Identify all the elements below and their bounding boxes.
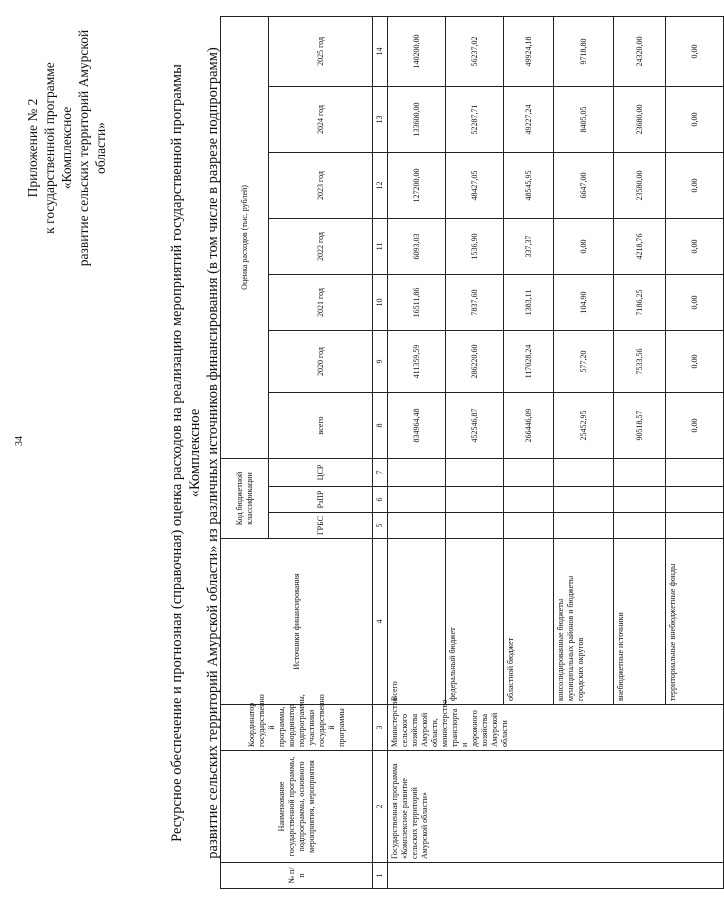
source-cell: Всего	[388, 539, 446, 705]
column-number: 1	[373, 863, 388, 889]
column-number: 14	[373, 16, 388, 86]
document-title-line-1: Ресурсное обеспечение и прогнозная (справочная) оценка расходов на реализацию мероприятий государственной программы «Комплексное	[169, 64, 203, 842]
column-number: 5	[373, 513, 388, 539]
column-number: 8	[373, 392, 388, 458]
year-2023-cell: 48427,05	[446, 152, 504, 218]
header-no: № п/п	[221, 863, 373, 889]
column-number: 13	[373, 86, 388, 152]
csr-cell	[504, 458, 554, 486]
year-2020-cell: 0,00	[666, 330, 724, 392]
header-estimate: Оценка расходов (тыс. рублей)	[221, 16, 269, 458]
rzpr-cell	[614, 487, 666, 513]
header-grbs: ГРБС	[269, 513, 373, 539]
year-2024-cell: 133600,00	[388, 86, 446, 152]
grbs-cell	[504, 513, 554, 539]
header-csr: ЦСР	[269, 458, 373, 486]
landscape-sheet	[20, 13, 699, 893]
header-year-2025: 2025 год	[269, 16, 373, 86]
year-2020-cell: 117028,24	[504, 330, 554, 392]
year-2024-cell: 8405,05	[554, 86, 614, 152]
year-2020-cell: 7533,56	[614, 330, 666, 392]
year-2025-cell: 140200,00	[388, 16, 446, 86]
grbs-cell	[554, 513, 614, 539]
year-2021-cell: 7186,25	[614, 274, 666, 330]
year-2025-cell: 24320,00	[614, 16, 666, 86]
year-2023-cell: 127200,00	[388, 152, 446, 218]
header-total: всего	[269, 392, 373, 458]
header-budget-code: Код бюджетной классификации	[221, 458, 269, 538]
budget-table	[220, 16, 724, 889]
column-number: 7	[373, 458, 388, 486]
csr-cell	[666, 458, 724, 486]
grbs-cell	[388, 513, 446, 539]
column-number: 4	[373, 539, 388, 705]
year-2022-cell: 6093,03	[388, 218, 446, 274]
header-year-2022: 2022 год	[269, 218, 373, 274]
year-2024-cell: 0,00	[666, 86, 724, 152]
year-2022-cell: 0,00	[666, 218, 724, 274]
year-2022-cell: 4218,76	[614, 218, 666, 274]
header-year-2024: 2024 год	[269, 86, 373, 152]
source-cell: внебюджетные источники	[614, 539, 666, 705]
year-2022-cell: 1536,90	[446, 218, 504, 274]
year-2020-cell: 286220,60	[446, 330, 504, 392]
header-year-2020: 2020 год	[269, 330, 373, 392]
appendix-note	[24, 23, 109, 273]
csr-cell	[554, 458, 614, 486]
column-number: 2	[373, 751, 388, 863]
total-cell: 90518,57	[614, 392, 666, 458]
year-2024-cell: 49227,24	[504, 86, 554, 152]
rzpr-cell	[666, 487, 724, 513]
total-cell: 0,00	[666, 392, 724, 458]
year-2021-cell: 0,00	[666, 274, 724, 330]
rzpr-cell	[446, 487, 504, 513]
csr-cell	[388, 458, 446, 486]
column-number: 9	[373, 330, 388, 392]
header-coordinator: Координатор государственно й программы, координатор подпрограммы, участники государственно й программы	[221, 705, 373, 751]
year-2025-cell: 56237,02	[446, 16, 504, 86]
year-2024-cell: 52287,71	[446, 86, 504, 152]
table-row	[388, 16, 446, 888]
column-number: 10	[373, 274, 388, 330]
rzpr-cell	[554, 487, 614, 513]
year-2021-cell: 7837,60	[446, 274, 504, 330]
appendix-line-2: к государственной программе «Комплексное	[42, 62, 74, 234]
column-number: 11	[373, 218, 388, 274]
rzpr-cell	[388, 487, 446, 513]
page-number: 34	[14, 436, 25, 446]
year-2025-cell: 49924,18	[504, 16, 554, 86]
column-number: 3	[373, 705, 388, 751]
document-title-line-2: развитие сельских территорий Амурской области» из различных источников финансирования (в том числе в разрезе подпрограмм)	[205, 47, 221, 859]
year-2020-cell: 577,20	[554, 330, 614, 392]
header-source: Источники финансирования	[221, 539, 373, 705]
total-cell: 266446,09	[504, 392, 554, 458]
year-2021-cell: 104,90	[554, 274, 614, 330]
header-year-2021: 2021 год	[269, 274, 373, 330]
appendix-line-3: развитие сельских территорий Амурской области»	[76, 29, 108, 267]
column-number-row	[373, 16, 388, 888]
rzpr-cell	[504, 487, 554, 513]
header-name: Наименование государственной программы, подпрограммы, основного мероприятия, мероприятия	[221, 751, 373, 863]
program-name: Государственная программа «Комплексное развитие сельских территорий Амурской области»	[388, 751, 724, 863]
year-2023-cell: 23580,00	[614, 152, 666, 218]
program-coordinator: Министерство сельского хозяйства Амурской области, министерство транспорта и дорожного хозяйства Амурской области	[388, 705, 724, 751]
year-2024-cell: 23680,00	[614, 86, 666, 152]
source-cell: областной бюджет	[504, 539, 554, 705]
year-2022-cell: 0,00	[554, 218, 614, 274]
year-2021-cell: 16511,86	[388, 274, 446, 330]
year-2021-cell: 1383,11	[504, 274, 554, 330]
column-number: 12	[373, 152, 388, 218]
appendix-line-1: Приложение № 2	[25, 98, 40, 198]
year-2022-cell: 337,37	[504, 218, 554, 274]
document-title	[168, 43, 222, 863]
column-number: 6	[373, 487, 388, 513]
header-row-1	[221, 16, 269, 888]
total-cell: 834964,48	[388, 392, 446, 458]
year-2023-cell: 6647,00	[554, 152, 614, 218]
year-2025-cell: 9718,80	[554, 16, 614, 86]
grbs-cell	[446, 513, 504, 539]
row-number-cell	[388, 863, 724, 889]
year-2020-cell: 411359,59	[388, 330, 446, 392]
total-cell: 25452,95	[554, 392, 614, 458]
year-2023-cell: 0,00	[666, 152, 724, 218]
source-cell: федеральный бюджет	[446, 539, 504, 705]
total-cell: 452546,87	[446, 392, 504, 458]
source-cell: консолидированные бюджеты муниципальных районов и бюджеты городских округов	[554, 539, 614, 705]
year-2025-cell: 0,00	[666, 16, 724, 86]
grbs-cell	[666, 513, 724, 539]
csr-cell	[446, 458, 504, 486]
header-year-2023: 2023 год	[269, 152, 373, 218]
year-2023-cell: 48545,95	[504, 152, 554, 218]
csr-cell	[614, 458, 666, 486]
header-rzpr: РзПР	[269, 487, 373, 513]
source-cell: территориальные внебюджетные фонды	[666, 539, 724, 705]
grbs-cell	[614, 513, 666, 539]
